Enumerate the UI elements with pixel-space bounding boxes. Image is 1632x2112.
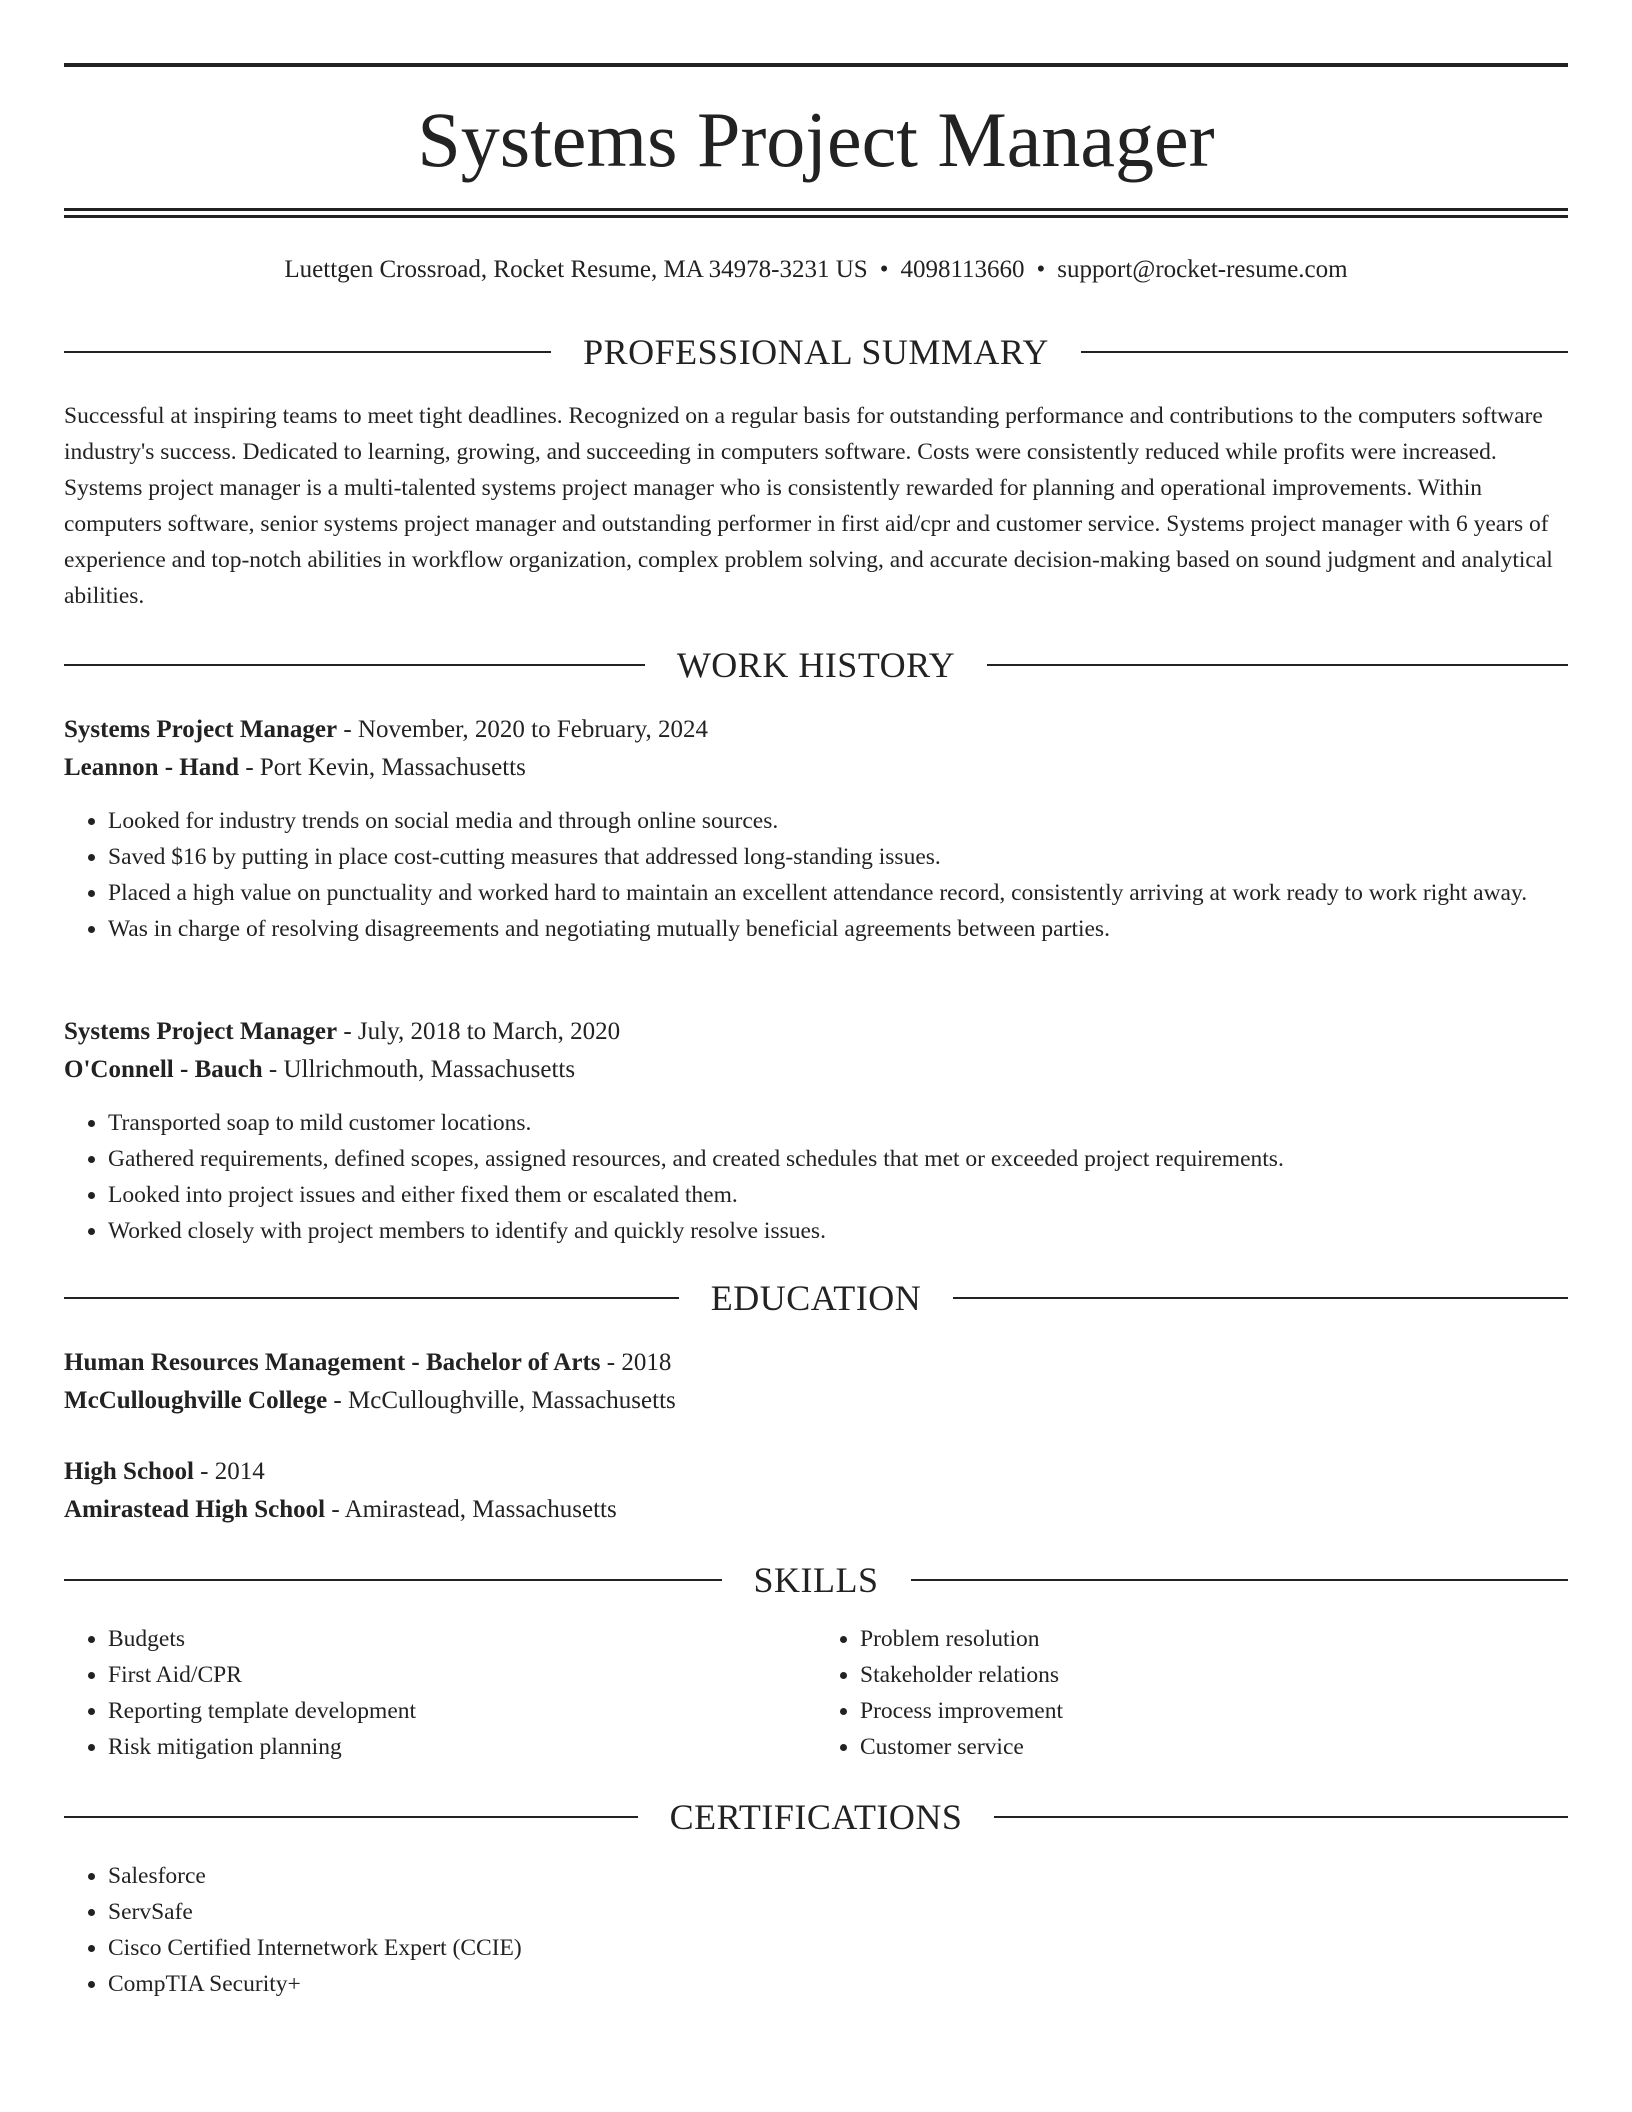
education-school: McCulloughville College [64, 1387, 328, 1414]
header-top-rule [64, 63, 1568, 67]
job-title-line [64, 1013, 1568, 1051]
job-location: - Port Kevin, Massachusetts [239, 754, 526, 781]
contact-separator: • [879, 256, 889, 283]
job-company-line [64, 1051, 1568, 1089]
section-heading-work-history [64, 643, 1568, 687]
section-heading-label: PROFESSIONAL SUMMARY [583, 332, 1049, 372]
certifications-list [64, 1858, 1568, 2002]
education-location: - McCulloughville, Massachusetts [327, 1387, 676, 1414]
job-company: Leannon - Hand [64, 754, 240, 781]
skills-list [64, 1621, 1568, 1765]
list-item: • Looked into project issues and either fixed them or escalated them. [108, 1177, 1568, 1213]
skills-column-left [64, 1621, 816, 1765]
list-item: • Customer service [860, 1729, 1568, 1765]
section-heading-summary [64, 330, 1568, 374]
list-item: • Process improvement [860, 1693, 1568, 1729]
heading-rule-left [64, 664, 645, 666]
list-item: • Stakeholder relations [860, 1657, 1568, 1693]
section-heading-label: EDUCATION [710, 1278, 922, 1318]
heading-rule-right [953, 1297, 1568, 1299]
job-company: O'Connell - Bauch [64, 1056, 263, 1083]
contact-address: Luettgen Crossroad, Rocket Resume, MA 34978-3231 US [284, 256, 868, 283]
heading-rule-right [911, 1579, 1569, 1581]
section-heading-label: SKILLS [753, 1560, 879, 1600]
education-degree-line [64, 1344, 1568, 1382]
heading-rule-left [64, 1579, 722, 1581]
list-item: • CompTIA Security+ [108, 1966, 1568, 2002]
contact-line [64, 252, 1568, 288]
list-item: • Budgets [108, 1621, 816, 1657]
education-degree: High School [64, 1458, 194, 1485]
list-item: • Was in charge of resolving disagreements and negotiating mutually beneficial agreements between parties. [108, 911, 1568, 947]
section-heading-label: CERTIFICATIONS [669, 1797, 963, 1837]
header-bottom-double-rule [64, 208, 1568, 218]
list-item: • Salesforce [108, 1858, 1568, 1894]
heading-rule-right [994, 1816, 1568, 1818]
job-entry [64, 1013, 1568, 1249]
list-item: • Placed a high value on punctuality and worked hard to maintain an excellent attendance record, consistently arriving at work ready to work right away. [108, 875, 1568, 911]
education-school-line [64, 1491, 1568, 1529]
education-entry [64, 1453, 1568, 1529]
heading-rule-left [64, 1297, 679, 1299]
contact-phone: 4098113660 [900, 256, 1025, 283]
section-heading-education [64, 1276, 1568, 1320]
job-title: Systems Project Manager [64, 716, 338, 743]
heading-rule-left [64, 351, 551, 353]
education-year: - 2014 [193, 1458, 265, 1485]
education-degree-line [64, 1453, 1568, 1491]
job-title-line [64, 711, 1568, 749]
job-title: Systems Project Manager [64, 1018, 338, 1045]
list-item: • Problem resolution [860, 1621, 1568, 1657]
education-location: - Amirastead, Massachusetts [325, 1496, 617, 1523]
list-item: • Cisco Certified Internetwork Expert (CCIE) [108, 1930, 1568, 1966]
job-bullets [64, 1105, 1568, 1249]
certifications-bullets [64, 1858, 1568, 2002]
job-dates: - November, 2020 to February, 2024 [337, 716, 708, 743]
education-degree: Human Resources Management - Bachelor of Arts [64, 1349, 601, 1376]
job-entry [64, 711, 1568, 947]
education-entry [64, 1344, 1568, 1420]
list-item: • Reporting template development [108, 1693, 816, 1729]
list-item: • ServSafe [108, 1894, 1568, 1930]
list-item: • Saved $16 by putting in place cost-cutting measures that addressed long-standing issues. [108, 839, 1568, 875]
list-item: • Gathered requirements, defined scopes, assigned resources, and created schedules that met or exceeded project requirements. [108, 1141, 1568, 1177]
resume-title: Systems Project Manager [417, 96, 1215, 183]
education-school-line [64, 1382, 1568, 1420]
job-bullets [64, 803, 1568, 947]
heading-rule-right [987, 664, 1568, 666]
list-item: • Worked closely with project members to identify and quickly resolve issues. [108, 1213, 1568, 1249]
education-year: - 2018 [600, 1349, 672, 1376]
summary-block [64, 398, 1568, 614]
list-item: • Risk mitigation planning [108, 1729, 816, 1765]
section-heading-skills [64, 1558, 1568, 1602]
job-location: - Ullrichmouth, Massachusetts [262, 1056, 576, 1083]
education-school: Amirastead High School [64, 1496, 326, 1523]
summary-text: Successful at inspiring teams to meet tight deadlines. Recognized on a regular basis for outstanding performance and contributions to the computers software industry's success. Dedicated to learning, growing, and succeeding in computers software. Costs were consistently reduced while profits were increased. Systems project manager is a multi-talented systems project manager who is consistently rewarded for planning and operational improvements. Within computers software, senior systems project manager and outstanding performer in first aid/cpr and customer service. Systems project manager with 6 years of experience and top-notch abilities in workflow organization, complex problem solving, and accurate decision-making based on sound judgment and analytical abilities. [64, 403, 1553, 609]
list-item: • Transported soap to mild customer locations. [108, 1105, 1568, 1141]
heading-rule-left [64, 1816, 638, 1818]
list-item: • First Aid/CPR [108, 1657, 816, 1693]
contact-email: support@rocket-resume.com [1057, 256, 1348, 283]
contact-separator: • [1036, 256, 1046, 283]
job-dates: - July, 2018 to March, 2020 [337, 1018, 621, 1045]
heading-rule-right [1081, 351, 1568, 353]
section-heading-certifications [64, 1795, 1568, 1839]
section-heading-label: WORK HISTORY [676, 645, 956, 685]
job-company-line [64, 749, 1568, 787]
skills-column-right [816, 1621, 1568, 1765]
list-item: • Looked for industry trends on social media and through online sources. [108, 803, 1568, 839]
